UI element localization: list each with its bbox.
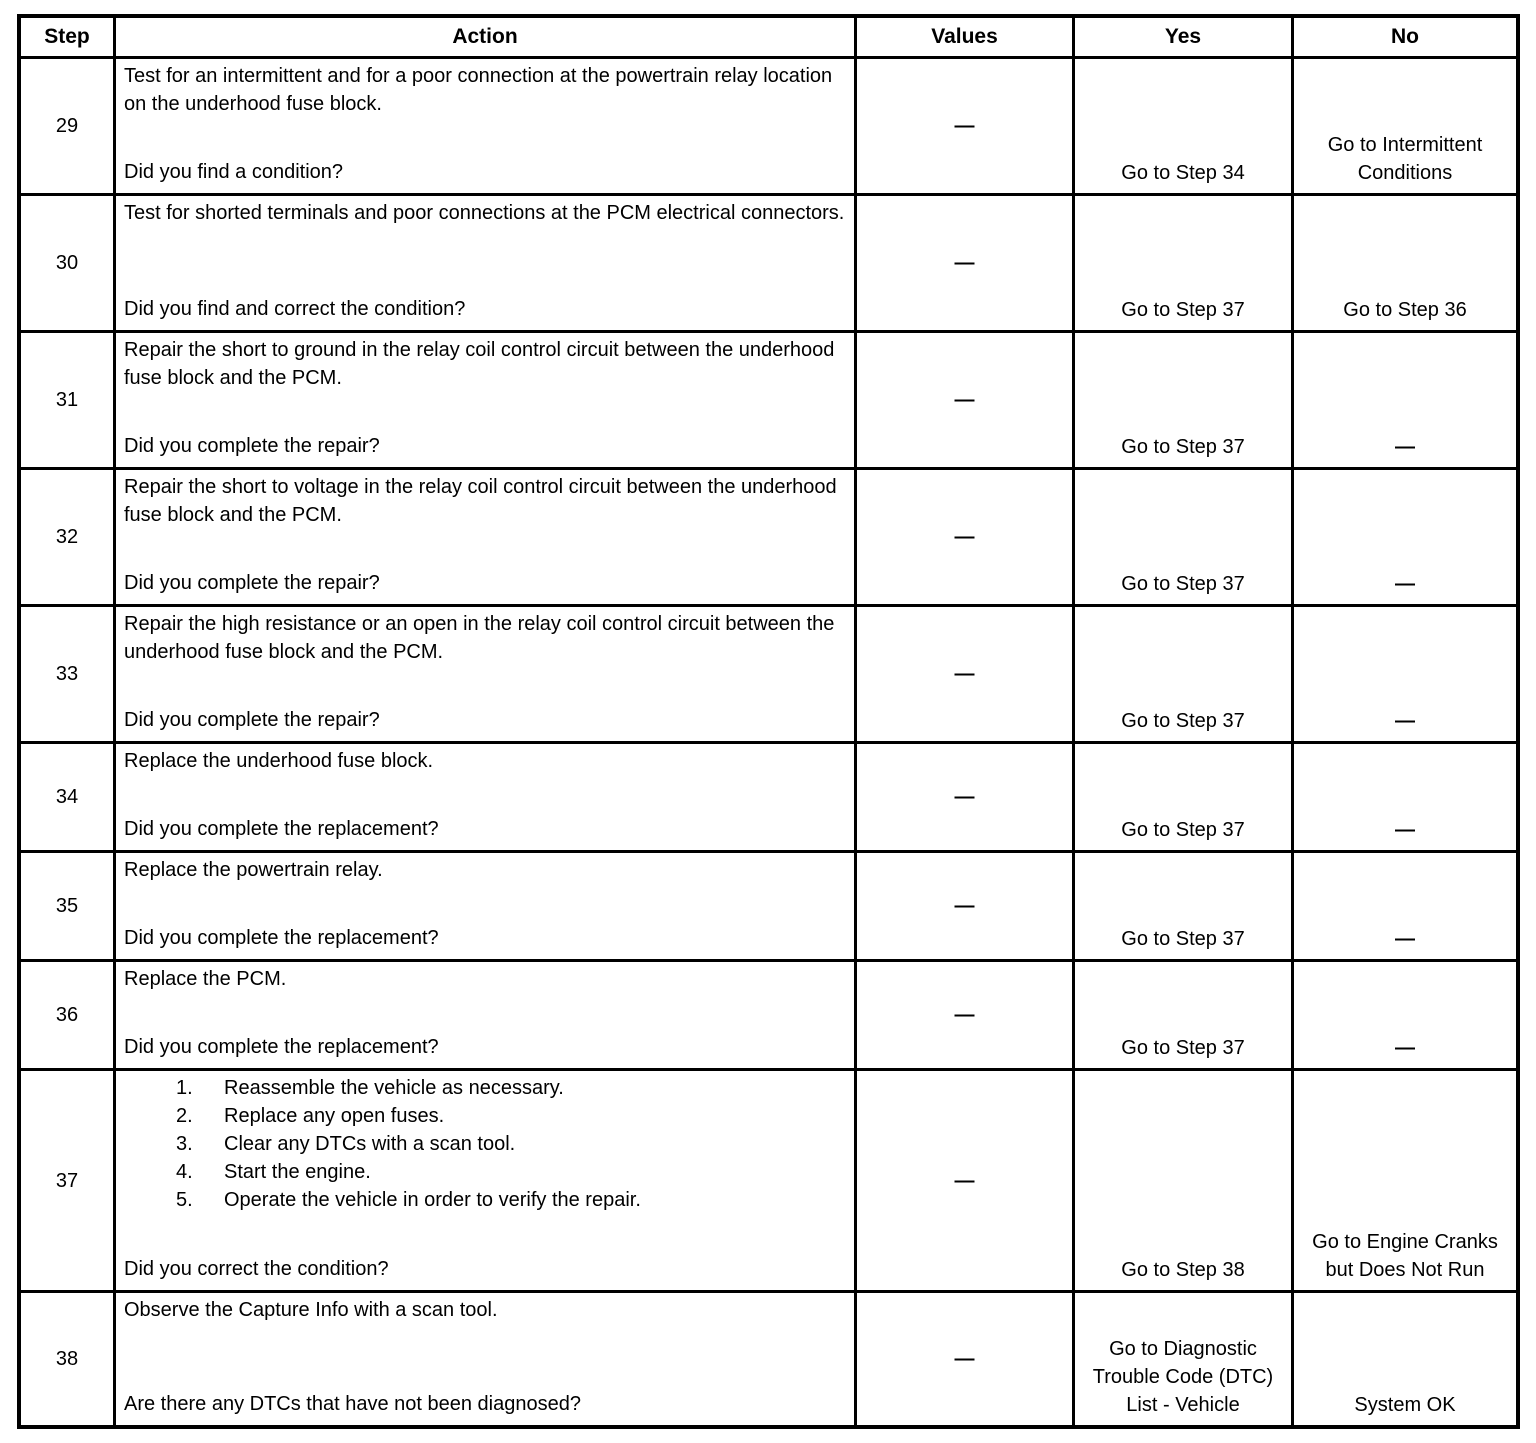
action-text: Repair the high resistance or an open in the relay coil control circuit between the underhood fuse block and the PCM. [124,613,835,663]
row-34-step: 34 [21,744,113,850]
header-action: Action [116,18,854,56]
action-question: Did you complete the repair? [124,709,380,731]
row-35-values: — [857,853,1072,959]
action-text: Replace the underhood fuse block. [124,750,434,772]
row-35-step: 35 [21,853,113,959]
row-30-step: 30 [21,196,113,330]
action-text: Repair the short to ground in the relay coil control circuit between the underhood fuse block and the PCM. [124,339,835,389]
row-30-no: Go to Step 36 [1294,196,1516,330]
list-item-text: Replace any open fuses. [224,1105,445,1127]
action-text: Repair the short to voltage in the relay coil control circuit between the underhood fuse block and the PCM. [124,476,837,526]
row-32-values: — [857,470,1072,604]
row-31-action [116,333,854,467]
row-31-no: — [1294,333,1516,467]
row-38-no: System OK [1294,1293,1516,1425]
row-32-action [116,470,854,604]
action-question: Did you find and correct the condition? [124,298,466,320]
action-text: Test for shorted terminals and poor connections at the PCM electrical connectors. [124,202,845,224]
list-item-text: Operate the vehicle in order to verify the repair. [224,1189,641,1211]
row-30-yes: Go to Step 37 [1075,196,1291,330]
row-38-yes: Go to Diagnostic Trouble Code (DTC) List - Vehicle [1075,1293,1291,1425]
row-34-action [116,744,854,850]
row-37-action [116,1071,854,1290]
list-item-text: Start the engine. [224,1161,371,1183]
row-29-action [116,59,854,193]
action-question: Did you complete the replacement? [124,927,439,949]
row-36-action [116,962,854,1068]
action-text: Replace the powertrain relay. [124,859,383,881]
row-29-no: Go to Intermittent Conditions [1294,59,1516,193]
action-question: Did you find a condition? [124,161,344,183]
row-38-step: 38 [21,1293,113,1425]
row-31-step: 31 [21,333,113,467]
row-36-yes: Go to Step 37 [1075,962,1291,1068]
list-item [124,1186,846,1214]
action-text: Observe the Capture Info with a scan tool. [124,1299,498,1321]
action-question: Did you complete the replacement? [124,818,439,840]
action-text: Test for an intermittent and for a poor connection at the powertrain relay location on the underhood fuse block. [124,65,833,115]
row-33-no: — [1294,607,1516,741]
row-36-values: — [857,962,1072,1068]
action-question: Did you complete the repair? [124,435,380,457]
row-35-no: — [1294,853,1516,959]
header-values: Values [857,18,1072,56]
header-yes: Yes [1075,18,1291,56]
row-37-yes: Go to Step 38 [1075,1071,1291,1290]
list-item [124,1130,846,1158]
diagnostic-table [17,14,1520,1429]
row-30-action [116,196,854,330]
list-item [124,1102,846,1130]
action-question: Are there any DTCs that have not been diagnosed? [124,1393,581,1415]
action-text: Replace the PCM. [124,968,287,990]
row-34-yes: Go to Step 37 [1075,744,1291,850]
row-35-yes: Go to Step 37 [1075,853,1291,959]
action-question: Did you correct the condition? [124,1258,389,1280]
header-no: No [1294,18,1516,56]
row-34-values: — [857,744,1072,850]
row-38-action [116,1293,854,1425]
action-question: Did you complete the replacement? [124,1036,439,1058]
row-32-no: — [1294,470,1516,604]
row-33-values: — [857,607,1072,741]
list-item-text: Reassemble the vehicle as necessary. [224,1077,564,1099]
list-item-text: Clear any DTCs with a scan tool. [224,1133,516,1155]
row-33-yes: Go to Step 37 [1075,607,1291,741]
header-step: Step [21,18,113,56]
row-32-yes: Go to Step 37 [1075,470,1291,604]
row-33-step: 33 [21,607,113,741]
row-30-values: — [857,196,1072,330]
row-34-no: — [1294,744,1516,850]
row-29-yes: Go to Step 34 [1075,59,1291,193]
row-37-no: Go to Engine Cranks but Does Not Run [1294,1071,1516,1290]
row-29-values: — [857,59,1072,193]
row-31-values: — [857,333,1072,467]
list-item [124,1158,846,1186]
row-38-values: — [857,1293,1072,1425]
row-36-step: 36 [21,962,113,1068]
row-36-no: — [1294,962,1516,1068]
action-question: Did you complete the repair? [124,572,380,594]
row-37-step: 37 [21,1071,113,1290]
row-35-action [116,853,854,959]
row-32-step: 32 [21,470,113,604]
action-numbered-list [124,1074,846,1214]
list-item [124,1074,846,1102]
row-31-yes: Go to Step 37 [1075,333,1291,467]
row-33-action [116,607,854,741]
row-37-values: — [857,1071,1072,1290]
row-29-step: 29 [21,59,113,193]
